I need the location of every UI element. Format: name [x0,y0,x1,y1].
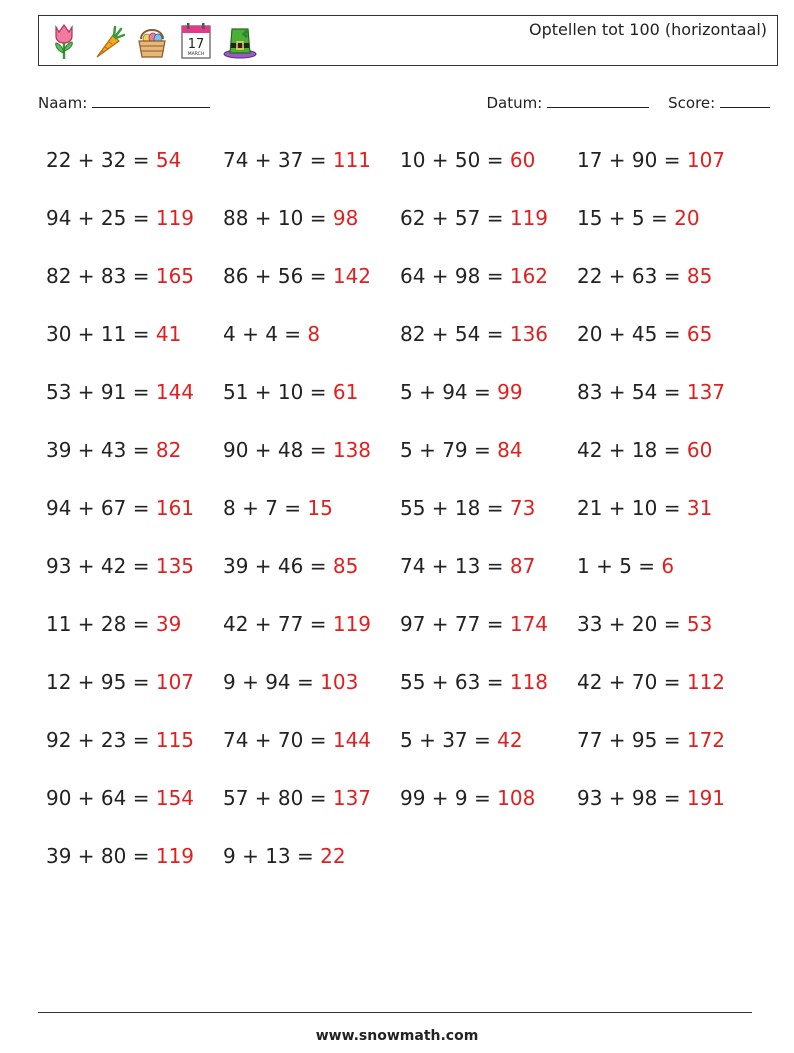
problem-answer: 41 [155,322,182,346]
problem-answer: 165 [155,264,195,288]
problem-question: 93 + 42 = [46,554,150,578]
problem [400,322,548,346]
problem-question: 92 + 23 = [46,728,150,752]
problem [223,670,358,694]
problem [223,554,358,578]
problem-answer: 119 [155,844,195,868]
problem-question: 9 + 94 = [223,670,314,694]
problem-row [46,312,766,370]
problem-question: 53 + 91 = [46,380,150,404]
problem-answer: 118 [509,670,549,694]
problem-question: 5 + 94 = [400,380,491,404]
problem-question: 74 + 70 = [223,728,327,752]
problem-answer: 174 [509,612,549,636]
footer-url: www.snowmath.com [315,1028,479,1044]
problem [223,496,333,520]
problem [46,206,194,230]
carrot-icon [91,21,125,61]
problem [223,322,320,346]
problem [46,148,181,172]
calendar-day: 17 [187,37,205,52]
problem-row [46,196,766,254]
problem-answer: 53 [686,612,713,636]
problem-question: 42 + 77 = [223,612,327,636]
worksheet-title: Optellen tot 100 (horizontaal) [529,20,767,39]
problem-question: 42 + 70 = [577,670,681,694]
problem [577,554,674,578]
problem [46,554,194,578]
problem-question: 93 + 98 = [577,786,681,810]
problem [577,148,725,172]
problem [46,322,181,346]
problem-row [46,486,766,544]
problem [577,728,725,752]
problem [577,264,712,288]
problem-question: 88 + 10 = [223,206,327,230]
problem-answer: 136 [509,322,549,346]
problem-answer: 20 [674,206,700,230]
problem-question: 74 + 13 = [400,554,504,578]
problem [46,844,194,868]
problem [223,206,358,230]
problem [400,728,523,752]
problem [400,612,548,636]
problem-row [46,660,766,718]
problem [223,148,371,172]
problem-row [46,428,766,486]
problem-grid [46,138,766,892]
problem-answer: 107 [155,670,195,694]
problem-question: 15 + 5 = [577,206,668,230]
problem-question: 82 + 54 = [400,322,504,346]
problem-row [46,834,766,892]
problem [400,380,523,404]
problem-answer: 54 [155,148,182,172]
problem-question: 22 + 32 = [46,148,150,172]
problem [577,380,725,404]
problem-answer: 85 [332,554,359,578]
problem-answer: 39 [155,612,182,636]
problem-answer: 144 [332,728,372,752]
problem [46,438,181,462]
problem [577,670,725,694]
problem-answer: 172 [686,728,726,752]
problem-question: 97 + 77 = [400,612,504,636]
problem-question: 90 + 64 = [46,786,150,810]
problem [223,438,371,462]
problem-question: 99 + 9 = [400,786,491,810]
problem [577,206,700,230]
problem-answer: 137 [686,380,726,404]
problem-answer: 138 [332,438,372,462]
problem [577,786,725,810]
problem-answer: 85 [686,264,713,288]
problem [400,786,535,810]
problem-question: 62 + 57 = [400,206,504,230]
easter-basket-icon [135,21,169,61]
problem [46,728,194,752]
calendar-month: MARCH [187,52,205,57]
tulip-icon [47,21,81,61]
problem-question: 83 + 54 = [577,380,681,404]
problem-answer: 119 [332,612,372,636]
problem-row [46,776,766,834]
problem-question: 21 + 10 = [577,496,681,520]
problem [46,380,194,404]
problem [577,496,712,520]
problem-answer: 191 [686,786,726,810]
problem-row [46,544,766,602]
problem-answer: 42 [497,728,523,752]
problem-answer: 142 [332,264,372,288]
problem [400,670,548,694]
problem-answer: 60 [686,438,713,462]
problem-question: 82 + 83 = [46,264,150,288]
problem [577,438,712,462]
problem-question: 1 + 5 = [577,554,656,578]
problem-answer: 87 [509,554,536,578]
problem-question: 17 + 90 = [577,148,681,172]
problem-question: 39 + 43 = [46,438,150,462]
problem-question: 33 + 20 = [577,612,681,636]
problem-row [46,718,766,776]
problem-answer: 8 [307,322,321,346]
problem [400,496,535,520]
problem-answer: 61 [332,380,359,404]
date-label: Datum: [486,94,543,112]
problem [400,264,548,288]
problem-row [46,602,766,660]
calendar-icon [179,21,213,61]
problem-answer: 15 [307,496,333,520]
problem [46,670,194,694]
problem [223,728,371,752]
problem-row [46,138,766,196]
problem-answer: 154 [155,786,195,810]
problem-question: 77 + 95 = [577,728,681,752]
problem-answer: 6 [661,554,675,578]
problem-answer: 103 [320,670,359,694]
problem-answer: 112 [686,670,726,694]
date-blank[interactable] [547,92,649,108]
problem-question: 74 + 37 = [223,148,327,172]
problem [223,786,371,810]
problem-row [46,370,766,428]
problem-answer: 60 [509,148,536,172]
problem-answer: 22 [320,844,346,868]
problem-answer: 144 [155,380,195,404]
problem [400,148,535,172]
problem [577,612,712,636]
problem-question: 20 + 45 = [577,322,681,346]
problem [223,612,371,636]
problem-question: 9 + 13 = [223,844,314,868]
problem [400,554,535,578]
problem-answer: 119 [155,206,195,230]
problem-question: 39 + 80 = [46,844,150,868]
problem [400,438,523,462]
leprechaun-hat-icon [223,21,257,61]
problem-question: 5 + 37 = [400,728,491,752]
problem-answer: 161 [155,496,195,520]
score-blank[interactable] [720,92,770,108]
problem-question: 42 + 18 = [577,438,681,462]
problem-question: 90 + 48 = [223,438,327,462]
problem [223,380,358,404]
problem-row [46,254,766,312]
problem-question: 30 + 11 = [46,322,150,346]
name-blank[interactable] [92,92,210,108]
problem [46,264,194,288]
problem-question: 11 + 28 = [46,612,150,636]
problem-question: 94 + 67 = [46,496,150,520]
problem-question: 8 + 7 = [223,496,302,520]
name-label: Naam: [38,94,88,112]
problem-question: 94 + 25 = [46,206,150,230]
problem [46,612,181,636]
problem-answer: 111 [332,148,372,172]
date-score-fields [486,92,770,112]
problem-question: 55 + 18 = [400,496,504,520]
problem-answer: 84 [497,438,523,462]
header-box [38,15,778,66]
problem-answer: 135 [155,554,195,578]
problem [400,206,548,230]
problem-question: 4 + 4 = [223,322,302,346]
problem-answer: 82 [155,438,182,462]
problem [46,786,194,810]
problem-question: 10 + 50 = [400,148,504,172]
problem-answer: 31 [686,496,713,520]
problem-answer: 119 [509,206,549,230]
problem [223,844,346,868]
problem [577,322,712,346]
problem-question: 86 + 56 = [223,264,327,288]
problem-question: 57 + 80 = [223,786,327,810]
name-field [38,92,210,112]
problem-answer: 107 [686,148,726,172]
problem [46,496,194,520]
problem-answer: 99 [497,380,523,404]
problem-answer: 162 [509,264,549,288]
problem-question: 39 + 46 = [223,554,327,578]
problem-question: 22 + 63 = [577,264,681,288]
problem [223,264,371,288]
problem-answer: 65 [686,322,713,346]
header-icons [47,21,257,61]
problem-question: 55 + 63 = [400,670,504,694]
problem-question: 5 + 79 = [400,438,491,462]
problem-question: 51 + 10 = [223,380,327,404]
problem-answer: 73 [509,496,536,520]
problem-answer: 137 [332,786,372,810]
problem-answer: 108 [497,786,536,810]
problem-question: 64 + 98 = [400,264,504,288]
problem-answer: 98 [332,206,359,230]
problem-question: 12 + 95 = [46,670,150,694]
problem-answer: 115 [155,728,195,752]
score-label: Score: [668,94,716,112]
footer-divider [38,1012,752,1013]
